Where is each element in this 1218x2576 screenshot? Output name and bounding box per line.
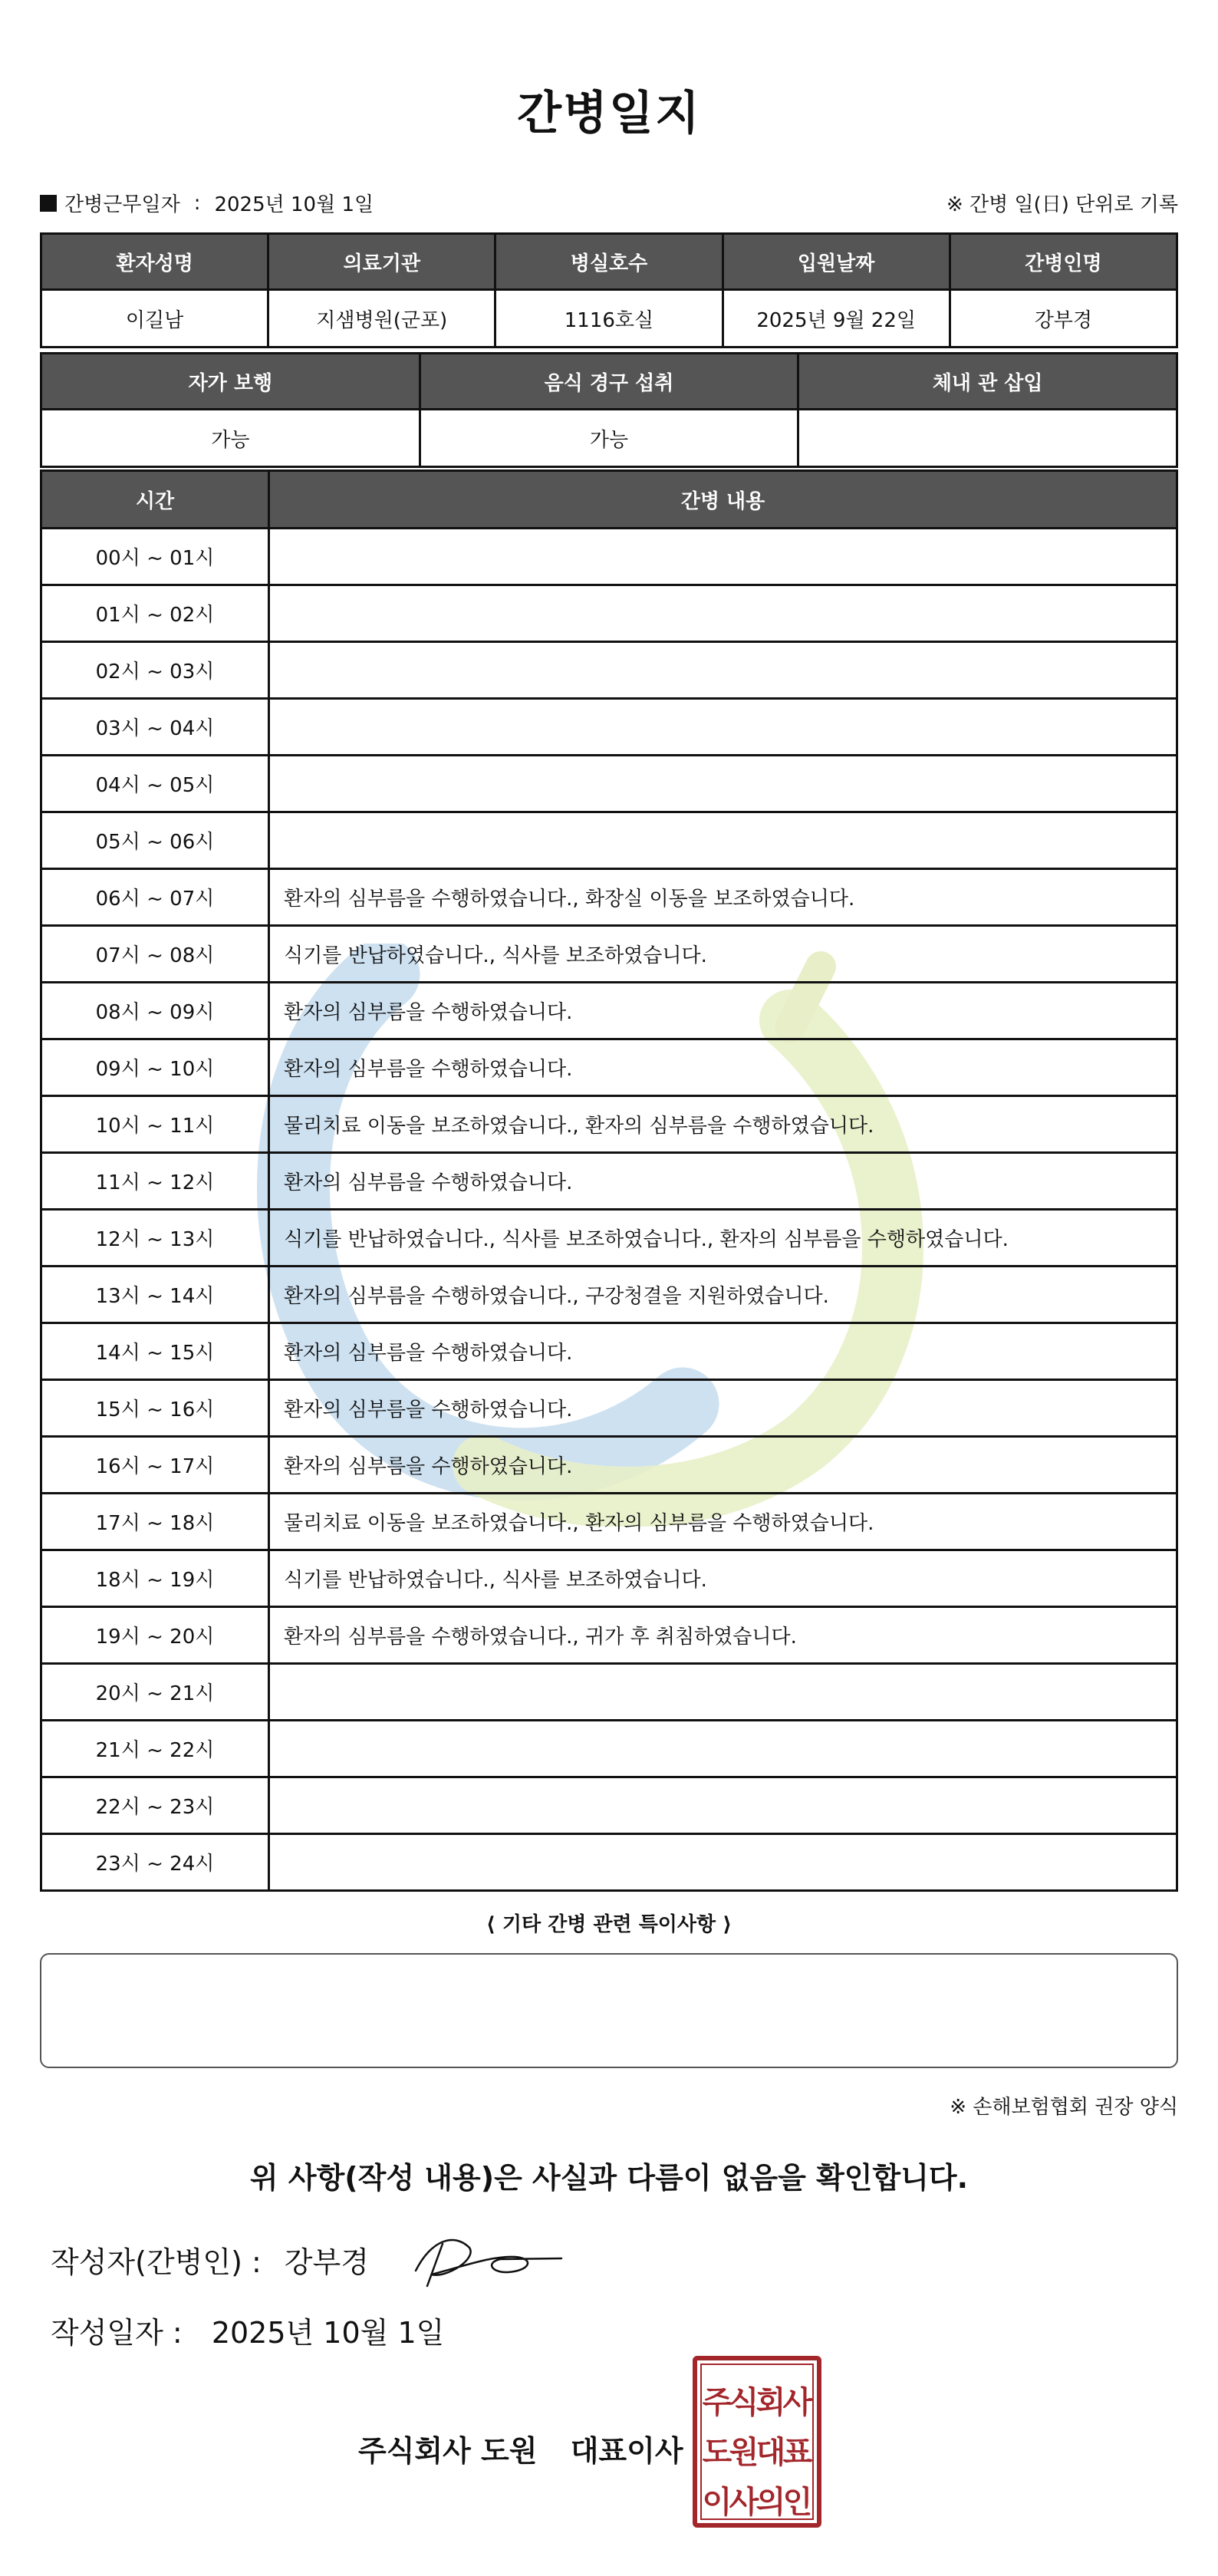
table-row xyxy=(41,1323,1177,1380)
care-content-cell xyxy=(269,642,1177,699)
table-row xyxy=(41,1721,1177,1777)
care-content-cell: 환자의 심부름을 수행하였습니다. xyxy=(269,983,1177,1039)
table-row xyxy=(41,290,1177,348)
table-row xyxy=(41,699,1177,756)
tube-insertion xyxy=(798,410,1177,467)
table-row xyxy=(41,1550,1177,1607)
table-header-row xyxy=(41,234,1177,290)
room-number: 1116호실 xyxy=(495,290,723,348)
time-cell: 13시 ~ 14시 xyxy=(41,1267,269,1323)
care-content-cell xyxy=(269,1721,1177,1777)
self-walking: 가능 xyxy=(41,410,420,467)
association-note: ※ 손해보험협회 권장 양식 xyxy=(950,2096,1178,2119)
time-cell: 04시 ~ 05시 xyxy=(41,756,269,812)
svg-text:표: 표 xyxy=(782,2435,813,2470)
time-cell: 01시 ~ 02시 xyxy=(41,585,269,642)
svg-text:도: 도 xyxy=(702,2435,732,2470)
header-hospital: 의료기관 xyxy=(268,234,495,290)
care-content-cell xyxy=(269,812,1177,869)
care-content-cell: 물리치료 이동을 보조하였습니다., 환자의 심부름을 수행하였습니다. xyxy=(269,1494,1177,1550)
care-content-cell xyxy=(269,1664,1177,1721)
patient-status-table xyxy=(40,352,1178,468)
writer-line xyxy=(51,2238,369,2281)
svg-text:대: 대 xyxy=(755,2435,786,2470)
time-cell: 21시 ~ 22시 xyxy=(41,1721,269,1777)
time-cell: 17시 ~ 18시 xyxy=(41,1494,269,1550)
header-care-content: 간병 내용 xyxy=(269,471,1177,529)
time-cell: 16시 ~ 17시 xyxy=(41,1437,269,1494)
caregiver-name: 강부경 xyxy=(950,290,1177,348)
square-bullet-icon xyxy=(40,195,57,212)
table-row xyxy=(41,1834,1177,1891)
care-content-cell: 식기를 반납하였습니다., 식사를 보조하였습니다. xyxy=(269,926,1177,983)
table-row xyxy=(41,1494,1177,1550)
table-row xyxy=(41,1039,1177,1096)
table-row xyxy=(41,529,1177,585)
table-header-row xyxy=(41,471,1177,529)
written-date-label: 작성일자 : xyxy=(51,2316,183,2350)
table-row xyxy=(41,812,1177,869)
table-row xyxy=(41,1096,1177,1153)
svg-text:의: 의 xyxy=(755,2485,786,2520)
svg-text:인: 인 xyxy=(782,2485,813,2520)
care-content-cell: 환자의 심부름을 수행하였습니다. xyxy=(269,1323,1177,1380)
table-row xyxy=(41,642,1177,699)
time-cell: 09시 ~ 10시 xyxy=(41,1039,269,1096)
oral-intake: 가능 xyxy=(420,410,798,467)
header-caregiver: 간병인명 xyxy=(950,234,1177,290)
header-room: 병실호수 xyxy=(495,234,723,290)
work-date xyxy=(40,189,374,217)
care-content-cell xyxy=(269,1834,1177,1891)
care-content-cell xyxy=(269,529,1177,585)
svg-text:주: 주 xyxy=(702,2385,732,2420)
svg-text:이: 이 xyxy=(702,2485,732,2520)
svg-text:사: 사 xyxy=(782,2385,813,2420)
hourly-log-table xyxy=(40,469,1178,1892)
hospital: 지샘병원(군포) xyxy=(268,290,495,348)
time-cell: 15시 ~ 16시 xyxy=(41,1380,269,1437)
table-row xyxy=(41,410,1177,467)
patient-info-table xyxy=(40,232,1178,348)
time-cell: 19시 ~ 20시 xyxy=(41,1607,269,1664)
company-seal-stamp xyxy=(692,2355,822,2528)
notes-title: ⟨ 기타 간병 관련 특이사항 ⟩ xyxy=(486,1913,732,1936)
care-content-cell: 물리치료 이동을 보조하였습니다., 환자의 심부름을 수행하였습니다. xyxy=(269,1096,1177,1153)
table-row xyxy=(41,1380,1177,1437)
time-cell: 14시 ~ 15시 xyxy=(41,1323,269,1380)
unit-note: ※ 간병 일(日) 단위로 기록 xyxy=(946,193,1178,216)
time-cell: 10시 ~ 11시 xyxy=(41,1096,269,1153)
table-row xyxy=(41,1437,1177,1494)
care-content-cell: 환자의 심부름을 수행하였습니다. xyxy=(269,1437,1177,1494)
time-cell: 12시 ~ 13시 xyxy=(41,1210,269,1267)
work-date-label: 간병근무일자 xyxy=(64,193,180,216)
care-content-cell: 환자의 심부름을 수행하였습니다. xyxy=(269,1380,1177,1437)
care-content-cell: 환자의 심부름을 수행하였습니다. xyxy=(269,1039,1177,1096)
company-name: 주식회사 도원 xyxy=(358,2434,538,2468)
company-rep: 대표이사 xyxy=(570,2434,683,2468)
notes-box xyxy=(40,1953,1178,2068)
log-body xyxy=(41,529,1177,1891)
table-row xyxy=(41,1153,1177,1210)
care-content-cell: 환자의 심부름을 수행하였습니다., 화장실 이동을 보조하였습니다. xyxy=(269,869,1177,926)
time-cell: 20시 ~ 21시 xyxy=(41,1664,269,1721)
patient-name: 이길남 xyxy=(41,290,268,348)
admission-date: 2025년 9월 22일 xyxy=(723,290,950,348)
care-content-cell xyxy=(269,585,1177,642)
care-content-cell xyxy=(269,1777,1177,1834)
written-date-line xyxy=(51,2309,444,2351)
svg-text:식: 식 xyxy=(729,2385,759,2420)
work-date-value: 2025년 10월 1일 xyxy=(214,193,374,216)
confirm-statement: 위 사항(작성 내용)은 사실과 다름이 없음을 확인합니다. xyxy=(249,2161,969,2195)
table-row xyxy=(41,1267,1177,1323)
care-content-cell: 환자의 심부름을 수행하였습니다., 구강청결을 지원하였습니다. xyxy=(269,1267,1177,1323)
svg-text:원: 원 xyxy=(729,2435,759,2470)
care-content-cell xyxy=(269,756,1177,812)
company-line xyxy=(358,2427,683,2469)
svg-text:회: 회 xyxy=(755,2385,786,2420)
header-patient-name: 환자성명 xyxy=(41,234,268,290)
time-cell: 22시 ~ 23시 xyxy=(41,1777,269,1834)
care-content-cell: 환자의 심부름을 수행하였습니다. xyxy=(269,1153,1177,1210)
work-date-colon: : xyxy=(193,191,201,215)
care-content-cell: 식기를 반납하였습니다., 식사를 보조하였습니다., 환자의 심부름을 수행하였습니다. xyxy=(269,1210,1177,1267)
time-cell: 11시 ~ 12시 xyxy=(41,1153,269,1210)
time-cell: 18시 ~ 19시 xyxy=(41,1550,269,1607)
meta-row xyxy=(40,189,1178,219)
table-row xyxy=(41,1607,1177,1664)
table-header-row xyxy=(41,354,1177,410)
time-cell: 00시 ~ 01시 xyxy=(41,529,269,585)
svg-text:사: 사 xyxy=(729,2485,759,2520)
time-cell: 07시 ~ 08시 xyxy=(41,926,269,983)
time-cell: 08시 ~ 09시 xyxy=(41,983,269,1039)
header-tube-insertion: 체내 관 삽입 xyxy=(798,354,1177,410)
care-content-cell xyxy=(269,699,1177,756)
writer-label: 작성자(간병인) : xyxy=(51,2245,262,2279)
header-oral-intake: 음식 경구 섭취 xyxy=(420,354,798,410)
time-cell: 23시 ~ 24시 xyxy=(41,1834,269,1891)
writer-name: 강부경 xyxy=(284,2245,369,2279)
table-row xyxy=(41,1664,1177,1721)
table-row xyxy=(41,756,1177,812)
written-date-value: 2025년 10월 1일 xyxy=(211,2316,445,2350)
time-cell: 05시 ~ 06시 xyxy=(41,812,269,869)
table-row xyxy=(41,585,1177,642)
table-row xyxy=(41,869,1177,926)
time-cell: 03시 ~ 04시 xyxy=(41,699,269,756)
header-time: 시간 xyxy=(41,471,269,529)
time-cell: 02시 ~ 03시 xyxy=(41,642,269,699)
care-content-cell: 식기를 반납하였습니다., 식사를 보조하였습니다. xyxy=(269,1550,1177,1607)
table-row xyxy=(41,983,1177,1039)
table-row xyxy=(41,926,1177,983)
table-row xyxy=(41,1210,1177,1267)
table-row xyxy=(41,1777,1177,1834)
header-self-walking: 자가 보행 xyxy=(41,354,420,410)
page-title: 간병일지 xyxy=(517,87,701,140)
care-content-cell: 환자의 심부름을 수행하였습니다., 귀가 후 취침하였습니다. xyxy=(269,1607,1177,1664)
time-cell: 06시 ~ 07시 xyxy=(41,869,269,926)
signature xyxy=(400,2225,569,2294)
header-admission-date: 입원날짜 xyxy=(723,234,950,290)
